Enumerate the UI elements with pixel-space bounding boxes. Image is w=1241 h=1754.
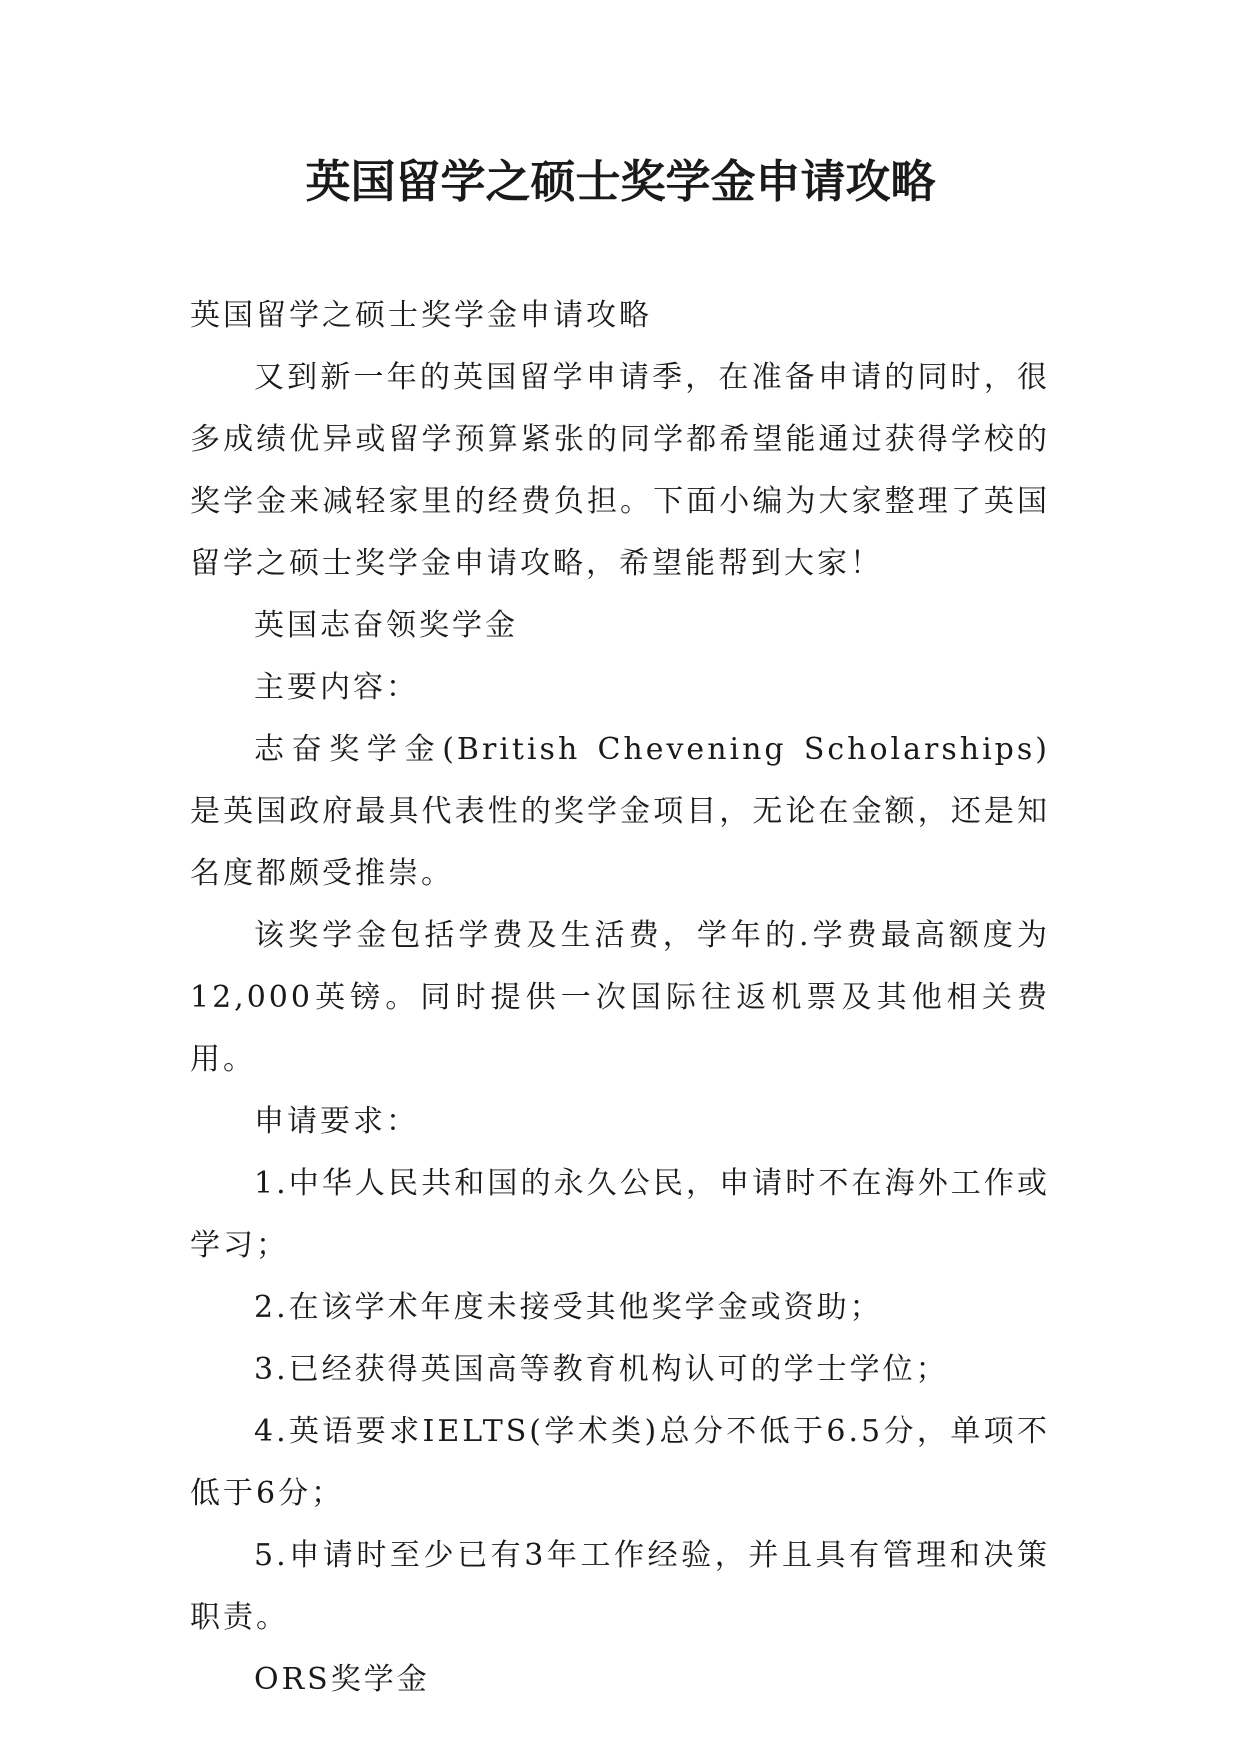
paragraph-intro: 又到新一年的英国留学申请季，在准备申请的同时，很多成绩优异或留学预算紧张的同学都希望能通过获得学校的奖学金来减轻家里的经费负担。下面小编为大家整理了英国留学之硕士奖学金申请攻略，希望能帮到大家！	[190, 360, 1050, 581]
subheading-requirements: 申请要求：	[254, 1104, 419, 1139]
requirement-item-5: 5.申请时至少已有3年工作经验，并且具有管理和决策职责。	[190, 1538, 1050, 1635]
document-title: 英国留学之硕士奖学金申请攻略	[305, 155, 936, 208]
requirement-item-2: 2.在该学术年度未接受其他奖学金或资助；	[254, 1290, 883, 1325]
document-body	[190, 285, 1050, 1711]
requirement-item-1: 1.中华人民共和国的永久公民，申请时不在海外工作或学习；	[190, 1166, 1050, 1263]
requirement-item-4: 4.英语要求IELTS(学术类)总分不低于6.5分，单项不低于6分；	[190, 1414, 1050, 1511]
paragraph-chevening-description: 志奋奖学金(British Chevening Scholarships)是英国政府最具代表性的奖学金项目，无论在金额，还是知名度都颇受推崇。	[190, 732, 1050, 891]
section-heading-ors: ORS奖学金	[254, 1662, 430, 1697]
paragraph-subtitle: 英国留学之硕士奖学金申请攻略	[190, 298, 652, 333]
subheading-main-content: 主要内容：	[254, 670, 419, 705]
paragraph-chevening-coverage: 该奖学金包括学费及生活费，学年的.学费最高额度为12,000英镑。同时提供一次国际往返机票及其他相关费用。	[190, 918, 1050, 1077]
section-heading-chevening: 英国志奋领奖学金	[254, 608, 518, 643]
requirement-item-3: 3.已经获得英国高等教育机构认可的学士学位；	[254, 1352, 949, 1387]
